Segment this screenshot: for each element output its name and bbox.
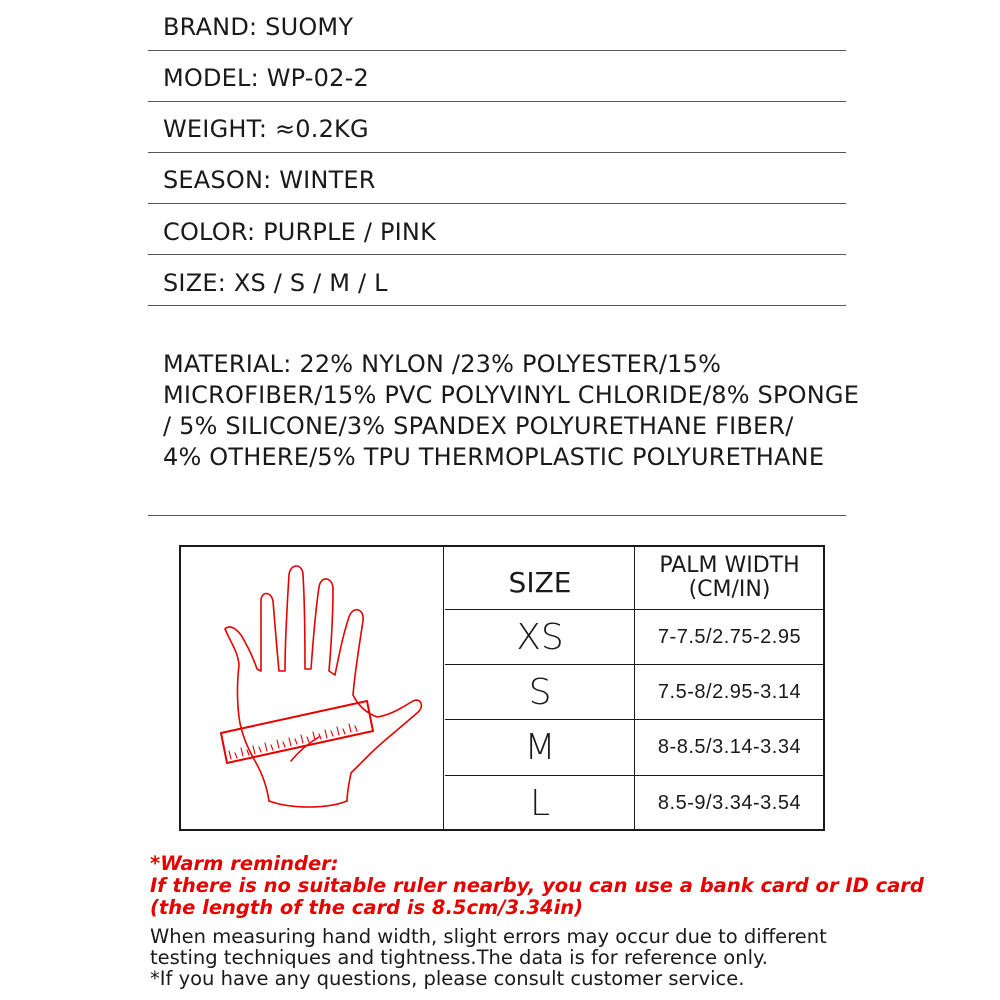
- palm-width-xs: 7-7.5/2.75-2.95: [657, 626, 802, 648]
- reminder-line: If there is no suitable ruler nearby, you can use a bank card or ID card: [150, 874, 924, 897]
- spec-color: COLOR: PURPLE / PINK: [163, 218, 437, 246]
- divider: [148, 254, 846, 255]
- spec-weight: WEIGHT: ≈0.2KG: [163, 115, 369, 143]
- warm-reminder: [150, 852, 924, 919]
- material-line: MATERIAL: 22% NYLON /23% POLYESTER/15%: [163, 350, 722, 378]
- spec-brand: BRAND: SUOMY: [163, 13, 354, 41]
- reminder-line: (the length of the card is 8.5cm/3.34in): [150, 896, 584, 919]
- size-l: L: [529, 783, 551, 824]
- divider: [148, 203, 846, 204]
- measurement-notes: [150, 926, 870, 989]
- material-line: MICROFIBER/15% PVC POLYVINYL CHLORIDE/8% SPONGE: [163, 381, 860, 409]
- spec-season: SEASON: WINTER: [163, 166, 376, 194]
- palm-width-column-header: [636, 547, 823, 609]
- divider: [148, 515, 846, 516]
- spec-size: SIZE: XS / S / M / L: [163, 269, 388, 297]
- hand-measure-icon: [181, 547, 443, 829]
- note-line: testing techniques and tightness.The data is for reference only.: [150, 946, 768, 969]
- divider: [148, 101, 846, 102]
- material-line: 4% OTHERE/5% TPU THERMOPLASTIC POLYURETHANE: [163, 443, 825, 471]
- size-s: S: [528, 672, 552, 713]
- palm-width-m: 8-8.5/3.14-3.34: [657, 736, 802, 758]
- divider: [148, 152, 846, 153]
- size-xs: XS: [516, 617, 564, 658]
- divider: [148, 305, 846, 306]
- divider: [148, 50, 846, 51]
- palm-width-l: 8.5-9/3.34-3.54: [657, 792, 802, 814]
- palm-width-s: 7.5-8/2.95-3.14: [657, 681, 802, 703]
- material-line: / 5% SILICONE/3% SPANDEX POLYURETHANE FIBER/: [163, 412, 794, 440]
- size-chart-table: [179, 545, 825, 831]
- note-line: When measuring hand width, slight errors may occur due to different: [150, 925, 827, 948]
- note-line: *If you have any questions, please consult customer service.: [150, 967, 745, 990]
- reminder-line: *Warm reminder:: [150, 852, 339, 875]
- palm-width-header-line: PALM WIDTH: [659, 553, 800, 578]
- material-composition: [163, 349, 883, 473]
- palm-width-header-unit: (CM/IN): [688, 577, 771, 602]
- hand-illustration-cell: [181, 547, 444, 829]
- size-column-header: SIZE: [508, 565, 572, 599]
- size-m: M: [524, 727, 556, 768]
- spec-model: MODEL: WP-02-2: [163, 64, 369, 92]
